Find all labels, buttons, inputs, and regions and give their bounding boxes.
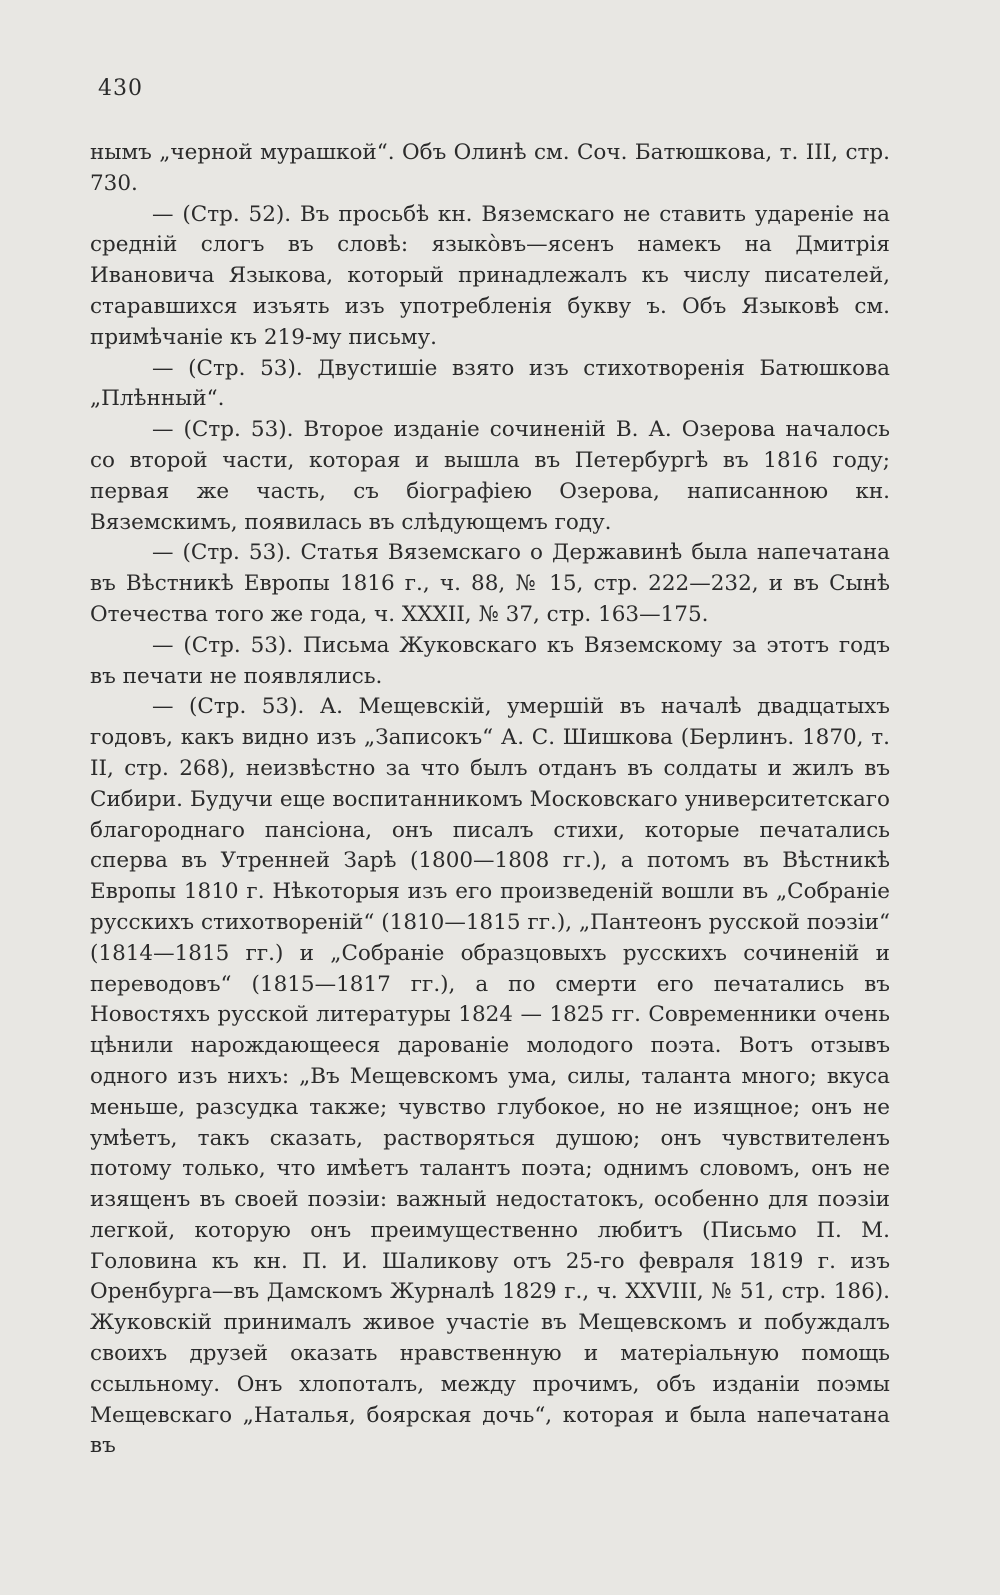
page-number: 430	[98, 76, 143, 101]
note-page-53-zhukovsky-letters: — (Стр. 53). Письма Жуковскаго къ Вяземскому за этотъ годъ въ печати не появлялись.	[90, 632, 890, 689]
note-page-53-meshchevsky: — (Стр. 53). А. Мещевскій, умершій въ началѣ двадцатыхъ годовъ, какъ видно изъ „Записокъ“ А. С. Шишкова (Берлинъ. 1870, т. II, стр. 268), неизвѣстно за что былъ отданъ въ солдаты и жилъ въ Сибири. Будучи еще воспитанникомъ Московскаго университетскаго благороднаго пансіона, онъ писалъ стихи, которые печатались сперва въ Утренней Зарѣ (1800—1808 гг.), а потомъ въ Вѣстникѣ Европы 1810 г. Нѣкоторыя изъ его произведеній вошли въ „Собраніе русскихъ стихотвореній“ (1810—1815 гг.), „Пантеонъ русской поэзіи“ (1814—1815 гг.) и „Собраніе образцовыхъ русскихъ сочиненій и переводовъ“ (1815—1817 гг.), а по смерти его печатались въ Новостяхъ русской литературы 1824 — 1825 гг. Современники очень цѣнили нарождающееся дарованіе молодого поэта. Вотъ отзывъ одного изъ нихъ: „Въ Мещевскомъ ума, силы, таланта много; вкуса меньше, разсудка также; чувство глубокое, но не изящное; онъ не умѣетъ, такъ сказать, растворяться душою; онъ чувствителенъ потому только, что имѣетъ талантъ поэта; однимъ словомъ, онъ не изященъ въ своей поэзіи: важный недостатокъ, особенно для поэзіи легкой, которую онъ преимущественно любитъ (Письмо П. М. Головина къ кн. П. И. Шаликову отъ 25-го февраля 1819 г. изъ Оренбурга—въ Дамскомъ Журналѣ 1829 г., ч. XXVIII, № 51, стр. 186). Жуковскій принималъ живое участіе въ Мещевскомъ и побуждалъ своихъ друзей оказать нравственную и матеріальную помощь ссыльному. Онъ хлопоталъ, между прочимъ, объ изданіи поэмы Мещевскаго „Наталья, боярская дочь“, которая и была напечатана въ	[90, 694, 890, 1459]
note-page-52: — (Стр. 52). Въ просьбѣ кн. Вяземскаго не ставить удареніе на средній слогъ въ словѣ: языкòвъ—ясенъ намекъ на Дмитрія Ивановича Языкова, который принадлежалъ къ числу писателей, старавшихся изъять изъ употребленія букву ъ. Объ Языковѣ см. примѣчаніе къ 219-му письму.	[90, 201, 890, 350]
paragraph-olin: нымъ „черной мурашкой“. Объ Олинѣ см. Соч. Батюшкова, т. III, стр. 730.	[90, 140, 890, 196]
note-page-53-derzhavin: — (Стр. 53). Статья Вяземскаго о Державинѣ была напечатана въ Вѣстникѣ Европы 1816 г., ч. 88, № 15, стр. 222—232, и въ Сынѣ Отечества того же года, ч. XXXII, № 37, стр. 163—175.	[90, 540, 890, 627]
body-text	[90, 138, 890, 1462]
note-page-53-batyushkov: — (Стр. 53). Двустишіе взято изъ стихотворенія Батюшкова „Плѣнный“.	[90, 355, 890, 412]
note-page-53-ozerov: — (Стр. 53). Второе изданіе сочиненій В. А. Озерова началось со второй части, которая и вышла въ Петербургѣ въ 1816 году; первая же часть, съ біографіею Озерова, написанною кн. Вяземскимъ, появилась въ слѣдующемъ году.	[90, 417, 890, 535]
